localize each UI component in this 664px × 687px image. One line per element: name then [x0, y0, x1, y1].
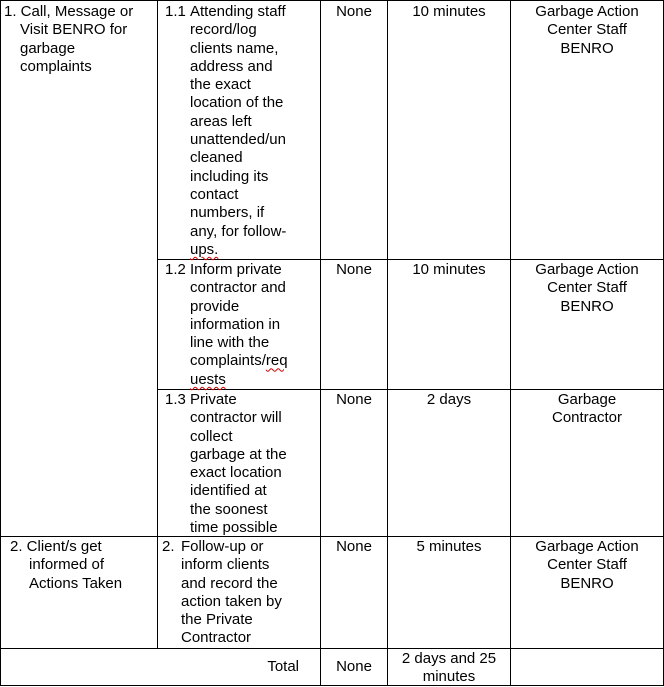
person-line: Center Staff	[547, 556, 627, 574]
action-line: any, for follow-	[190, 222, 287, 240]
client-step-line: garbage	[20, 39, 76, 57]
agency-action-cell	[165, 3, 317, 259]
action-line: contractor will	[190, 409, 282, 427]
total-fee-cell: None	[336, 658, 372, 675]
person-line: Center Staff	[547, 21, 627, 39]
person-line: BENRO	[560, 297, 614, 315]
client-step-line: Actions Taken	[29, 574, 123, 592]
person-line: BENRO	[560, 574, 614, 592]
action-line: record/log	[190, 21, 257, 39]
person-line: Garbage Action	[535, 538, 639, 555]
action-number: 1.2	[165, 261, 186, 278]
action-line: and record the	[181, 574, 278, 592]
action-number: 1.1	[165, 3, 186, 20]
person-responsible-cell	[511, 3, 663, 58]
fee-cell: None	[336, 538, 372, 555]
agency-action-cell	[165, 261, 317, 389]
action-line: Attending staff	[190, 3, 286, 20]
total-time-line: minutes	[422, 668, 476, 686]
table-border-left	[0, 0, 1, 686]
action-number: 2.	[162, 538, 175, 555]
person-responsible-cell	[511, 261, 663, 316]
client-step-line: 1. Call, Message or	[4, 3, 134, 20]
fee-cell: None	[336, 391, 372, 408]
action-line: unattended/un	[190, 131, 286, 149]
person-line: BENRO	[560, 39, 614, 57]
fee-cell: None	[336, 3, 372, 20]
row-divider	[0, 536, 664, 537]
total-label: Total	[267, 658, 299, 675]
person-responsible-cell	[511, 538, 663, 593]
action-line: Contractor	[181, 629, 252, 647]
action-line: clients name,	[190, 39, 279, 57]
action-line: Inform private	[190, 261, 282, 278]
total-time-cell	[388, 650, 510, 687]
client-step-cell	[10, 538, 155, 593]
action-line: identified at	[190, 482, 267, 500]
column-divider	[387, 0, 388, 686]
action-line	[190, 352, 317, 370]
action-line: action taken by	[181, 592, 282, 610]
spellcheck-underlined-text: ups.	[190, 240, 219, 258]
processing-time-cell: 5 minutes	[416, 538, 482, 555]
person-line: Garbage Action	[535, 3, 639, 20]
table-border-bottom	[0, 685, 664, 686]
spellcheck-underlined-text: req	[265, 352, 288, 370]
agency-action-cell	[162, 538, 318, 648]
processing-time-cell: 2 days	[426, 391, 472, 408]
action-line: areas left	[190, 112, 252, 130]
person-line: Contractor	[551, 409, 623, 427]
action-line: the exact	[190, 76, 251, 94]
action-line: garbage at the	[190, 445, 287, 463]
processing-time-cell: 10 minutes	[412, 261, 486, 278]
total-time-line: 2 days and 25	[401, 650, 497, 667]
action-line: Private	[190, 391, 237, 408]
action-line: the soonest	[190, 500, 268, 518]
action-line	[190, 241, 317, 259]
fee-cell: None	[336, 261, 372, 278]
person-line: Center Staff	[547, 279, 627, 297]
agency-action-cell	[165, 391, 317, 537]
client-step-line: 2. Client/s get	[10, 538, 102, 555]
row-divider	[0, 648, 664, 649]
action-line: address and	[190, 57, 273, 75]
client-step-cell	[4, 3, 154, 76]
spellcheck-underlined-text: uests	[190, 370, 226, 388]
person-responsible-cell	[511, 391, 663, 428]
client-step-line: complaints	[20, 57, 92, 75]
client-step-line: informed of	[29, 556, 105, 574]
action-line: contractor and	[190, 279, 286, 297]
processing-time-cell: 10 minutes	[412, 3, 486, 20]
action-line: exact location	[190, 464, 282, 482]
table-border-top	[0, 0, 664, 1]
action-line: line with the	[190, 334, 270, 352]
action-line: including its	[190, 167, 269, 185]
action-line: numbers, if	[190, 204, 265, 222]
action-text: complaints/	[190, 352, 266, 370]
row-divider	[157, 389, 664, 390]
action-line: contact	[190, 185, 239, 203]
person-line: Garbage Action	[535, 261, 639, 278]
action-number: 1.3	[165, 391, 186, 408]
person-line: Garbage	[557, 391, 617, 408]
action-line: cleaned	[190, 149, 243, 167]
action-line: time possible	[190, 519, 278, 537]
column-divider	[157, 0, 158, 649]
action-line: Follow-up or	[181, 538, 264, 555]
action-line: the Private	[181, 611, 253, 629]
action-line: provide	[190, 297, 240, 315]
action-line: information in	[190, 315, 281, 333]
action-line	[190, 371, 317, 389]
column-divider	[320, 0, 321, 686]
client-step-line: Visit BENRO for	[20, 21, 128, 39]
action-line: collect	[190, 427, 233, 445]
action-line: location of the	[190, 94, 284, 112]
action-line: inform clients	[181, 556, 270, 574]
